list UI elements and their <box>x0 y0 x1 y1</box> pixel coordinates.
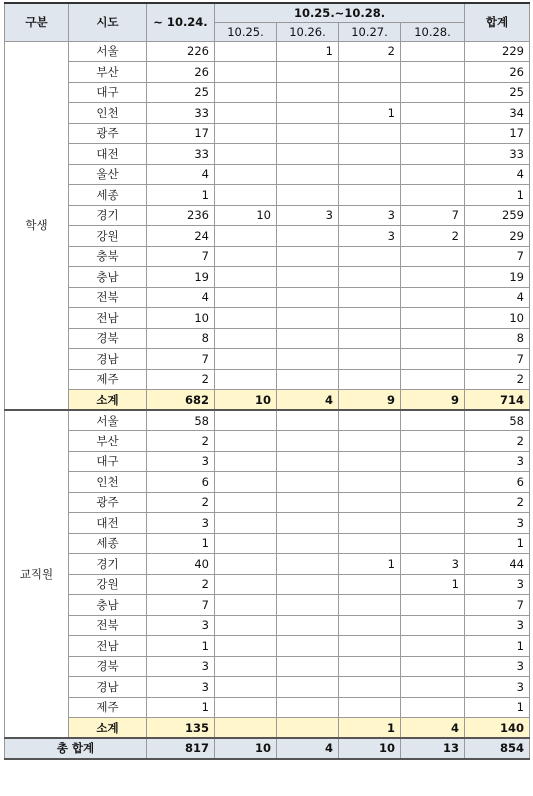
value-cell: 26 <box>147 62 215 83</box>
value-cell: 10 <box>215 205 277 226</box>
value-cell: 1 <box>465 533 530 554</box>
grand-total-cell: 817 <box>147 738 215 759</box>
table-row <box>5 615 530 636</box>
table-row <box>5 185 530 206</box>
subtotal-cell: 9 <box>339 390 401 411</box>
header-category: 구분 <box>5 3 69 41</box>
subtotal-cell: 4 <box>277 390 339 411</box>
value-cell: 3 <box>465 513 530 534</box>
value-cell: 3 <box>465 574 530 595</box>
value-cell <box>215 82 277 103</box>
value-cell: 10 <box>147 308 215 329</box>
subtotal-cell: 10 <box>215 390 277 411</box>
value-cell: 4 <box>465 287 530 308</box>
value-cell <box>401 41 465 62</box>
value-cell <box>401 185 465 206</box>
value-cell <box>401 246 465 267</box>
value-cell <box>277 472 339 493</box>
subtotal-row <box>5 718 530 739</box>
value-cell: 3 <box>465 677 530 698</box>
value-cell <box>215 164 277 185</box>
value-cell <box>401 62 465 83</box>
value-cell <box>277 410 339 431</box>
value-cell <box>277 574 339 595</box>
grand-total-cell: 4 <box>277 738 339 759</box>
value-cell: 19 <box>147 267 215 288</box>
value-cell <box>401 615 465 636</box>
table-row <box>5 410 530 431</box>
value-cell <box>277 513 339 534</box>
value-cell <box>401 656 465 677</box>
table-row <box>5 308 530 329</box>
value-cell: 229 <box>465 41 530 62</box>
table-row <box>5 62 530 83</box>
table-row <box>5 431 530 452</box>
value-cell <box>339 513 401 534</box>
value-cell: 3 <box>147 656 215 677</box>
value-cell: 44 <box>465 554 530 575</box>
value-cell <box>339 287 401 308</box>
value-cell: 1 <box>147 697 215 718</box>
value-cell <box>339 123 401 144</box>
value-cell <box>401 451 465 472</box>
value-cell <box>277 431 339 452</box>
value-cell: 8 <box>147 328 215 349</box>
grand-total-label: 총 합계 <box>5 738 147 759</box>
region-cell: 세종 <box>69 533 147 554</box>
subtotal-cell: 682 <box>147 390 215 411</box>
value-cell: 2 <box>465 431 530 452</box>
value-cell: 7 <box>465 349 530 370</box>
value-cell: 3 <box>147 677 215 698</box>
value-cell <box>277 103 339 124</box>
value-cell: 3 <box>465 615 530 636</box>
value-cell <box>339 472 401 493</box>
value-cell: 4 <box>465 164 530 185</box>
value-cell <box>215 697 277 718</box>
value-cell: 33 <box>465 144 530 165</box>
region-cell: 경남 <box>69 349 147 370</box>
table-row <box>5 554 530 575</box>
value-cell: 58 <box>465 410 530 431</box>
region-cell: 대구 <box>69 82 147 103</box>
value-cell <box>277 697 339 718</box>
value-cell <box>215 595 277 616</box>
subtotal-cell: 1 <box>339 718 401 739</box>
region-cell: 세종 <box>69 185 147 206</box>
value-cell: 3 <box>277 205 339 226</box>
table-row <box>5 574 530 595</box>
value-cell: 4 <box>147 164 215 185</box>
table-row <box>5 513 530 534</box>
table-row <box>5 144 530 165</box>
value-cell <box>277 246 339 267</box>
value-cell <box>401 123 465 144</box>
value-cell: 2 <box>147 431 215 452</box>
value-cell <box>277 287 339 308</box>
value-cell <box>277 533 339 554</box>
region-cell: 충남 <box>69 595 147 616</box>
value-cell <box>339 164 401 185</box>
value-cell: 3 <box>147 451 215 472</box>
table-row <box>5 595 530 616</box>
value-cell <box>401 287 465 308</box>
value-cell <box>401 267 465 288</box>
table-row <box>5 697 530 718</box>
value-cell <box>277 451 339 472</box>
value-cell <box>277 328 339 349</box>
value-cell <box>339 677 401 698</box>
header-region: 시도 <box>69 3 147 41</box>
subtotal-cell: 714 <box>465 390 530 411</box>
value-cell: 2 <box>465 492 530 513</box>
region-cell: 부산 <box>69 431 147 452</box>
value-cell: 1 <box>465 697 530 718</box>
value-cell: 259 <box>465 205 530 226</box>
table-row <box>5 123 530 144</box>
value-cell <box>339 697 401 718</box>
value-cell <box>401 369 465 390</box>
value-cell: 17 <box>147 123 215 144</box>
value-cell <box>339 533 401 554</box>
grand-total-row <box>5 738 530 759</box>
value-cell <box>401 533 465 554</box>
region-cell: 대전 <box>69 513 147 534</box>
region-cell: 전북 <box>69 615 147 636</box>
value-cell: 1 <box>147 636 215 657</box>
value-cell: 29 <box>465 226 530 247</box>
value-cell <box>215 533 277 554</box>
value-cell <box>401 431 465 452</box>
region-cell: 경남 <box>69 677 147 698</box>
value-cell: 1 <box>401 574 465 595</box>
value-cell: 1 <box>277 41 339 62</box>
value-cell: 2 <box>147 574 215 595</box>
statistics-table <box>4 2 530 760</box>
subtotal-cell <box>215 718 277 739</box>
table-row <box>5 103 530 124</box>
value-cell: 7 <box>401 205 465 226</box>
value-cell <box>215 369 277 390</box>
value-cell: 25 <box>465 82 530 103</box>
header-day: 10.26. <box>277 22 339 41</box>
value-cell <box>277 123 339 144</box>
region-cell: 제주 <box>69 697 147 718</box>
region-cell: 전남 <box>69 308 147 329</box>
region-cell: 광주 <box>69 123 147 144</box>
value-cell: 7 <box>147 595 215 616</box>
grand-total-cell: 10 <box>215 738 277 759</box>
value-cell <box>339 246 401 267</box>
table-row <box>5 287 530 308</box>
value-cell <box>277 615 339 636</box>
value-cell: 33 <box>147 103 215 124</box>
table-row <box>5 226 530 247</box>
section-label: 교직원 <box>5 410 69 738</box>
value-cell <box>401 164 465 185</box>
table-header <box>5 3 530 41</box>
region-cell: 대전 <box>69 144 147 165</box>
subtotal-cell: 140 <box>465 718 530 739</box>
value-cell: 1 <box>339 103 401 124</box>
value-cell <box>277 369 339 390</box>
subtotal-cell <box>277 718 339 739</box>
value-cell <box>339 308 401 329</box>
value-cell <box>401 697 465 718</box>
value-cell: 3 <box>401 554 465 575</box>
table-row <box>5 472 530 493</box>
value-cell: 2 <box>401 226 465 247</box>
value-cell <box>339 369 401 390</box>
region-cell: 강원 <box>69 226 147 247</box>
value-cell <box>277 595 339 616</box>
value-cell <box>339 431 401 452</box>
value-cell <box>215 677 277 698</box>
region-cell: 울산 <box>69 164 147 185</box>
value-cell <box>277 185 339 206</box>
subtotal-cell: 9 <box>401 390 465 411</box>
table-row <box>5 656 530 677</box>
value-cell <box>401 595 465 616</box>
value-cell <box>339 349 401 370</box>
region-cell: 전북 <box>69 287 147 308</box>
value-cell: 7 <box>465 246 530 267</box>
table-row <box>5 328 530 349</box>
value-cell <box>277 636 339 657</box>
value-cell <box>215 226 277 247</box>
region-cell: 전남 <box>69 636 147 657</box>
value-cell: 1 <box>465 185 530 206</box>
value-cell: 3 <box>465 451 530 472</box>
value-cell: 7 <box>147 349 215 370</box>
region-cell: 인천 <box>69 103 147 124</box>
value-cell <box>215 615 277 636</box>
value-cell <box>215 574 277 595</box>
value-cell <box>401 308 465 329</box>
region-cell: 제주 <box>69 369 147 390</box>
value-cell <box>215 656 277 677</box>
value-cell <box>277 492 339 513</box>
value-cell <box>215 472 277 493</box>
value-cell: 26 <box>465 62 530 83</box>
value-cell <box>339 410 401 431</box>
value-cell: 1 <box>147 533 215 554</box>
value-cell <box>401 472 465 493</box>
value-cell: 7 <box>465 595 530 616</box>
value-cell: 40 <box>147 554 215 575</box>
value-cell <box>339 82 401 103</box>
value-cell <box>339 62 401 83</box>
value-cell: 2 <box>339 41 401 62</box>
value-cell <box>401 328 465 349</box>
value-cell <box>339 328 401 349</box>
subtotal-cell: 4 <box>401 718 465 739</box>
value-cell <box>215 267 277 288</box>
region-cell: 경북 <box>69 656 147 677</box>
value-cell <box>339 267 401 288</box>
region-cell: 충북 <box>69 246 147 267</box>
value-cell <box>277 164 339 185</box>
value-cell <box>277 656 339 677</box>
value-cell: 1 <box>465 636 530 657</box>
value-cell <box>401 636 465 657</box>
table-row <box>5 205 530 226</box>
value-cell: 25 <box>147 82 215 103</box>
value-cell <box>401 410 465 431</box>
table-row <box>5 677 530 698</box>
value-cell <box>215 308 277 329</box>
value-cell <box>401 144 465 165</box>
value-cell: 226 <box>147 41 215 62</box>
table-row <box>5 267 530 288</box>
value-cell <box>339 595 401 616</box>
value-cell: 24 <box>147 226 215 247</box>
value-cell <box>215 554 277 575</box>
value-cell <box>339 574 401 595</box>
subtotal-label: 소계 <box>69 390 147 411</box>
value-cell: 7 <box>147 246 215 267</box>
value-cell <box>277 554 339 575</box>
region-cell: 대구 <box>69 451 147 472</box>
table-row <box>5 82 530 103</box>
value-cell <box>215 62 277 83</box>
value-cell <box>339 636 401 657</box>
value-cell <box>215 41 277 62</box>
value-cell <box>277 82 339 103</box>
value-cell <box>339 492 401 513</box>
value-cell <box>339 656 401 677</box>
table-row <box>5 164 530 185</box>
value-cell <box>401 492 465 513</box>
value-cell: 17 <box>465 123 530 144</box>
value-cell <box>215 246 277 267</box>
value-cell: 1 <box>339 554 401 575</box>
value-cell <box>215 451 277 472</box>
value-cell <box>215 513 277 534</box>
region-cell: 부산 <box>69 62 147 83</box>
value-cell <box>401 103 465 124</box>
value-cell <box>277 62 339 83</box>
value-cell: 3 <box>147 513 215 534</box>
value-cell: 8 <box>465 328 530 349</box>
value-cell: 58 <box>147 410 215 431</box>
value-cell: 34 <box>465 103 530 124</box>
header-before: ~ 10.24. <box>147 3 215 41</box>
value-cell: 2 <box>465 369 530 390</box>
value-cell <box>215 431 277 452</box>
table-row <box>5 41 530 62</box>
value-cell <box>215 123 277 144</box>
value-cell: 19 <box>465 267 530 288</box>
value-cell: 3 <box>147 615 215 636</box>
table-row <box>5 636 530 657</box>
value-cell <box>277 226 339 247</box>
value-cell: 2 <box>147 492 215 513</box>
value-cell <box>215 492 277 513</box>
value-cell <box>215 410 277 431</box>
value-cell: 236 <box>147 205 215 226</box>
table-row <box>5 492 530 513</box>
table-row <box>5 533 530 554</box>
table-row <box>5 451 530 472</box>
value-cell <box>277 267 339 288</box>
value-cell <box>215 328 277 349</box>
table-row <box>5 246 530 267</box>
subtotal-label: 소계 <box>69 718 147 739</box>
value-cell: 10 <box>465 308 530 329</box>
value-cell <box>215 287 277 308</box>
header-total: 합계 <box>465 3 530 41</box>
value-cell: 6 <box>465 472 530 493</box>
table-row <box>5 349 530 370</box>
region-cell: 강원 <box>69 574 147 595</box>
value-cell: 2 <box>147 369 215 390</box>
region-cell: 경북 <box>69 328 147 349</box>
value-cell <box>339 185 401 206</box>
region-cell: 경기 <box>69 205 147 226</box>
section-label: 학생 <box>5 41 69 410</box>
value-cell <box>401 349 465 370</box>
header-range: 10.25.~10.28. <box>215 3 465 22</box>
value-cell <box>215 185 277 206</box>
value-cell <box>215 349 277 370</box>
grand-total-cell: 10 <box>339 738 401 759</box>
table-row <box>5 369 530 390</box>
value-cell <box>339 451 401 472</box>
region-cell: 인천 <box>69 472 147 493</box>
value-cell: 3 <box>339 205 401 226</box>
value-cell <box>401 82 465 103</box>
subtotal-row <box>5 390 530 411</box>
header-day: 10.28. <box>401 22 465 41</box>
value-cell <box>277 144 339 165</box>
value-cell <box>277 677 339 698</box>
subtotal-cell: 135 <box>147 718 215 739</box>
value-cell <box>215 103 277 124</box>
grand-total-cell: 13 <box>401 738 465 759</box>
region-cell: 경기 <box>69 554 147 575</box>
value-cell: 3 <box>339 226 401 247</box>
value-cell: 3 <box>465 656 530 677</box>
value-cell <box>277 349 339 370</box>
region-cell: 서울 <box>69 41 147 62</box>
value-cell <box>339 615 401 636</box>
value-cell: 6 <box>147 472 215 493</box>
value-cell <box>215 636 277 657</box>
value-cell: 1 <box>147 185 215 206</box>
region-cell: 광주 <box>69 492 147 513</box>
value-cell: 4 <box>147 287 215 308</box>
grand-total-cell: 854 <box>465 738 530 759</box>
value-cell <box>215 144 277 165</box>
header-day: 10.25. <box>215 22 277 41</box>
value-cell <box>339 144 401 165</box>
value-cell <box>401 513 465 534</box>
table-body <box>5 41 530 759</box>
value-cell <box>401 677 465 698</box>
region-cell: 충남 <box>69 267 147 288</box>
value-cell: 33 <box>147 144 215 165</box>
header-day: 10.27. <box>339 22 401 41</box>
value-cell <box>277 308 339 329</box>
region-cell: 서울 <box>69 410 147 431</box>
